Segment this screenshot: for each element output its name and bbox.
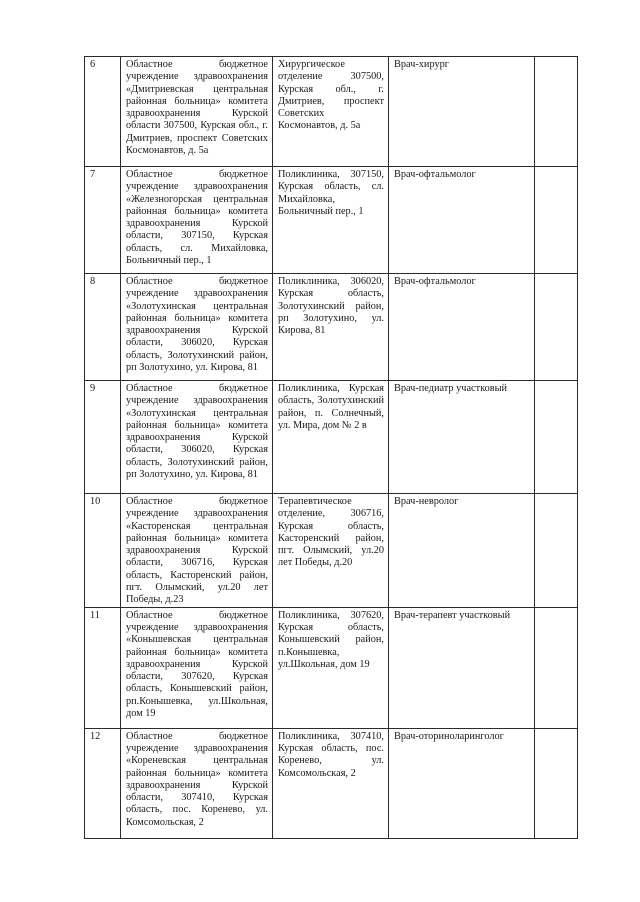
facilities-table [84,56,578,839]
row-number: 10 [85,494,121,608]
row-number: 7 [85,167,121,274]
address-cell: Хирургическое отделение 307500, Курская обл., г. Дмитриев, проспект Советских Космонавтов, д. 5а [273,57,389,167]
address-cell: Поликлиника, 307620, Курская область, Конышевский район, п.Конышевка, ул.Школьная, дом 19 [273,607,389,728]
row-number: 9 [85,381,121,494]
organization-cell: Областное бюджетное учреждение здравоохранения «Дмитриевская центральная районная больница» комитета здравоохранения Курской области 307500, Курская обл., г. Дмитриев, проспект Советских Космонавтов, д. 5а [121,57,273,167]
address-cell: Поликлиника, Курская область, Золотухинский район, п. Солнечный, ул. Мира, дом № 2 в [273,381,389,494]
empty-cell [535,381,578,494]
position-cell: Врач-офтальмолог [389,167,535,274]
organization-cell: Областное бюджетное учреждение здравоохранения «Золотухинская центральная районная больница» комитета здравоохранения Курской области, 306020, Курская область, Золотухинский район, рп Золотухино, ул. Кирова, 81 [121,381,273,494]
position-cell: Врач-педиатр участковый [389,381,535,494]
address-cell: Терапевтическое отделение, 306716, Курская область, Касторенский район, пгт. Олымский, ул.20 лет Победы, д.20 [273,494,389,608]
row-number: 6 [85,57,121,167]
empty-cell [535,167,578,274]
empty-cell [535,728,578,838]
table-row [85,607,578,728]
table-row [85,57,578,167]
table-row [85,494,578,608]
row-number: 12 [85,728,121,838]
position-cell: Врач-хирург [389,57,535,167]
organization-cell: Областное бюджетное учреждение здравоохранения «Конышевская центральная районная больница» комитета здравоохранения Курской области, 307620, Курская область, Конышевский район, рп.Конышевка, ул.Школьная, дом 19 [121,607,273,728]
position-cell: Врач-офтальмолог [389,274,535,381]
organization-cell: Областное бюджетное учреждение здравоохранения «Золотухинская центральная районная больница» комитета здравоохранения Курской области, 306020, Курская область, Золотухинский район, рп Золотухино, ул. Кирова, 81 [121,274,273,381]
table-row [85,381,578,494]
organization-cell: Областное бюджетное учреждение здравоохранения «Железногорская центральная районная больница» комитета здравоохранения Курской области, 307150, Курская область, сл. Михайловка, Больничный пер., 1 [121,167,273,274]
address-cell: Поликлиника, 307410, Курская область, пос. Коренево, ул. Комсомольская, 2 [273,728,389,838]
empty-cell [535,494,578,608]
table-row [85,167,578,274]
row-number: 11 [85,607,121,728]
address-cell: Поликлиника, 306020, Курская область, Золотухинский район, рп Золотухино, ул. Кирова, 81 [273,274,389,381]
position-cell: Врач-терапевт участковый [389,607,535,728]
position-cell: Врач-невролог [389,494,535,608]
empty-cell [535,274,578,381]
organization-cell: Областное бюджетное учреждение здравоохранения «Кореневская центральная районная больница» комитета здравоохранения Курской области, 307410, Курская область, пос. Коренево, ул. Комсомольская, 2 [121,728,273,838]
table-row [85,728,578,838]
address-cell: Поликлиника, 307150, Курская область, сл. Михайловка, Больничный пер., 1 [273,167,389,274]
row-number: 8 [85,274,121,381]
position-cell: Врач-оториноларинголог [389,728,535,838]
empty-cell [535,607,578,728]
table-row [85,274,578,381]
empty-cell [535,57,578,167]
organization-cell: Областное бюджетное учреждение здравоохранения «Касторенская центральная районная больница» комитета здравоохранения Курской области, 306716, Курская область, Касторенский район, пгт. Олымский, ул.20 лет Победы, д.23 [121,494,273,608]
